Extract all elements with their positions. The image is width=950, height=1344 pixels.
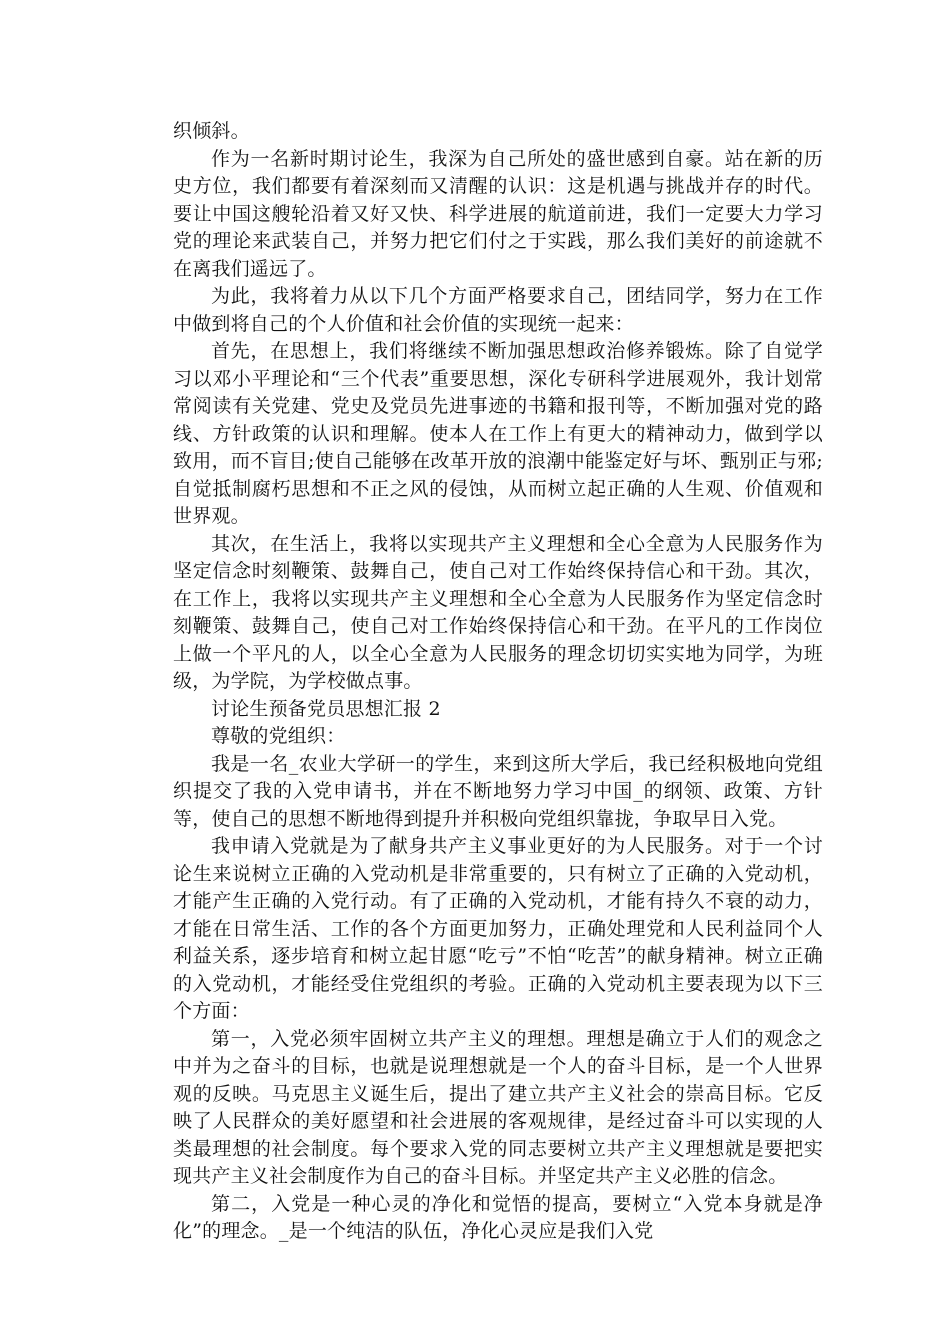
paragraph-continuation: 织倾斜。 xyxy=(173,120,250,142)
paragraph-new-era: 作为一名新时期讨论生，我深为自己所处的盛世感到自豪。站在新的历史方位，我们都要有着深刻而又清醒的认识：这是机遇与挑战并存的时代。要让中国这艘轮沿着又好又快、科学进展的航道前进，我们一定要大力学习党的理论来武装自己，并努力把它们付之于实践，那么我们美好的前途就不在离我们遥远了。 xyxy=(173,147,823,280)
paragraph-motivation: 我申请入党就是为了献身共产主义事业更好的为人民服务。对于一个讨论生来说树立正确的入党动机是非常重要的，只有树立了正确的入党动机，才能产生正确的入党行动。有了正确的入党动机，才能有持久不衰的动力，才能在日常生活、工作的各个方面更加努力，正确处理党和人民利益同个人利益关系，逐步培育和树立起甘愿“吃亏”不怕“吃苦”的献身精神。树立正确的入党动机，才能经受住党组织的考验。正确的入党动机主要表现为以下三个方面： xyxy=(173,835,823,1022)
paragraph-second-point: 第二，入党是一种心灵的净化和觉悟的提高，要树立“入党本身就是净化”的理念。_是一个纯洁的队伍，净化心灵应是我们入党 xyxy=(173,1192,823,1242)
section-heading: 讨论生预备党员思想汇报 2 xyxy=(211,697,441,720)
paragraph-first-point: 第一，入党必须牢固树立共产主义的理想。理想是确立于人们的观念之中并为之奋斗的目标，也就是说理想就是一个人的奋斗目标，是一个人世界观的反映。马克思主义诞生后，提出了建立共产主义社会的崇高目标。它反映了人民群众的美好愿望和社会进展的客观规律，是经过奋斗可以实现的人类最理想的社会制度。每个要求入党的同志要树立共产主义理想就是要把实现共产主义社会制度作为自己的奋斗目标。并坚定共产主义必胜的信念。 xyxy=(173,1027,823,1187)
paragraph-thought: 首先，在思想上，我们将继续不断加强思想政治修养锻炼。除了自觉学习以邓小平理论和“三个代表”重要思想，深化专研科学进展观外，我计划常常阅读有关党建、党史及党员先进事迹的书籍和报刊等，不断加强对党的路线、方针政策的认识和理解。使本人在工作上有更大的精神动力，做到学以致用，而不盲目;使自己能够在改革开放的浪潮中能鉴定好与坏、甄别正与邪;自觉抵制腐朽思想和不正之风的侵蚀，从而树立起正确的人生观、价值观和世界观。 xyxy=(173,340,823,527)
paragraph-requirements: 为此，我将着力从以下几个方面严格要求自己，团结同学，努力在工作中做到将自己的个人价值和社会价值的实现统一起来： xyxy=(173,285,823,335)
paragraph-life-work: 其次，在生活上，我将以实现共产主义理想和全心全意为人民服务作为坚定信念时刻鞭策、鼓舞自己，使自己对工作始终保持信心和干劲。其次，在工作上，我将以实现共产主义理想和全心全意为人民服务作为坚定信念时刻鞭策、鼓舞自己，使自己对工作始终保持信心和干劲。在平凡的工作岗位上做一个平凡的人，以全心全意为人民服务的理念切切实实地为同学，为班级，为学院，为学校做点事。 xyxy=(173,532,823,692)
document-body xyxy=(173,118,823,1246)
salutation: 尊敬的党组织： xyxy=(211,725,346,747)
paragraph-introduction: 我是一名_农业大学研一的学生，来到这所大学后，我已经积极地向党组织提交了我的入党申请书，并在不断地努力学习中国_的纲领、政策、方针等，使自己的思想不断地得到提升并积极向党组织靠拢，争取早日入党。 xyxy=(173,752,823,830)
